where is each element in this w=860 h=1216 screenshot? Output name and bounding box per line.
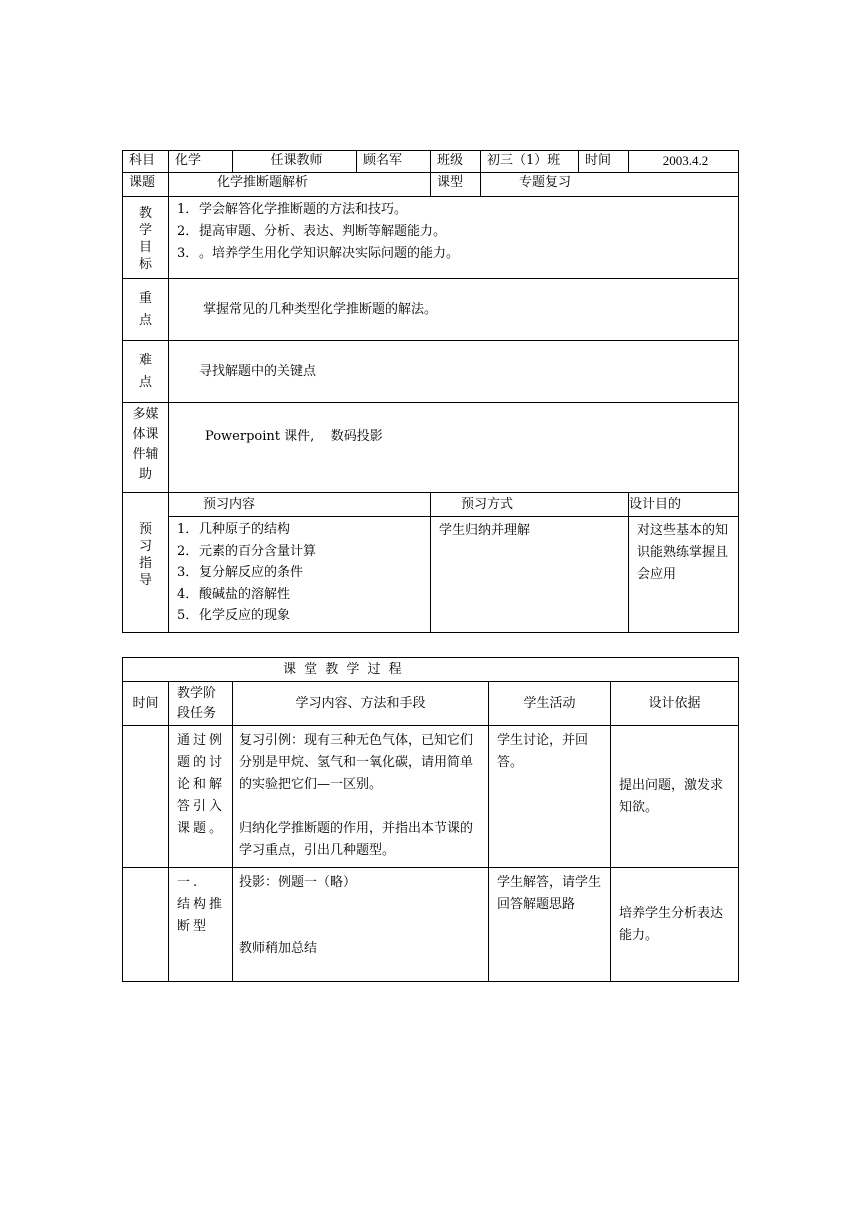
header-activity: 学生活动	[489, 682, 611, 726]
preview-purpose-header: 设计目的	[629, 493, 739, 517]
preview-method-header: 预习方式	[431, 493, 629, 517]
row-content	[233, 868, 489, 982]
subject-value: 化学	[169, 151, 233, 173]
teacher-value: 顾名军	[357, 151, 431, 173]
topic-value: 化学推断题解析	[169, 173, 431, 197]
type-label: 课型	[431, 173, 481, 197]
row-stage	[169, 868, 233, 982]
row-content-para: 教师稍加总结	[239, 941, 318, 956]
teaching-process-table	[122, 657, 739, 982]
type-value: 专题复习	[481, 173, 739, 197]
row-basis: 提出问题，激发求知欲。	[611, 726, 739, 868]
preview-item: 1．几种原子的结构	[177, 522, 291, 537]
media-text: Powerpoint 课件, 数码投影	[169, 403, 739, 493]
header-content: 学习内容、方法和手段	[233, 682, 489, 726]
stage-text: 结构推断型	[177, 897, 226, 934]
row-stage: 通过例题的讨论和解答引入课题。	[169, 726, 233, 868]
header-time: 时间	[123, 682, 169, 726]
process-title: 课 堂 教 学 过 程	[123, 658, 739, 682]
key-point-text: 掌握常见的几种类型化学推断题的解法。	[169, 279, 739, 341]
difficulty-text: 寻找解题中的关键点	[169, 341, 739, 403]
preview-content-header: 预习内容	[169, 493, 431, 517]
stage-number: 一.	[177, 875, 201, 890]
preview-item: 2．元素的百分含量计算	[177, 543, 317, 559]
row-activity: 学生解答，请学生回答解题思路	[489, 868, 611, 982]
process-row	[123, 868, 739, 982]
difficulty-label: 难 点	[123, 341, 169, 403]
goal-item: 2．提高审题、分析、表达、判断等解题能力。	[177, 224, 447, 239]
class-value: 初三（1）班	[481, 151, 579, 173]
preview-item: 4．酸碱盐的溶解性	[177, 586, 291, 602]
goal-item: 1．学会解答化学推断题的方法和技巧。	[177, 202, 408, 217]
subject-label: 科目	[123, 151, 169, 173]
topic-label: 课题	[123, 173, 169, 197]
preview-label: 预 习 指 导	[123, 493, 169, 633]
row-activity: 学生讨论，并回答。	[489, 726, 611, 868]
goals-list	[169, 197, 739, 279]
time-label: 时间	[579, 151, 629, 173]
preview-purpose: 对这些基本的知识能熟练掌握且会应用	[629, 517, 739, 633]
goals-label: 教 学 目 标	[123, 197, 169, 279]
header-stage: 教学阶段任务	[169, 682, 233, 726]
row-content-para: 复习引例：现有三种无色气体，已知它们分别是甲烷、氢气和一氧化碳，请用简单的实验把它们—一区别。	[239, 733, 474, 792]
class-label: 班级	[431, 151, 481, 173]
row-content-para: 归纳化学推断题的作用，并指出本节课的学习重点，引出几种题型。	[239, 821, 474, 858]
row-basis: 培养学生分析表达能力。	[611, 868, 739, 982]
row-content	[233, 726, 489, 868]
media-label: 多媒 体课 件辅 助	[123, 403, 169, 493]
row-time	[123, 868, 169, 982]
goal-item: 3．。培养学生用化学知识解决实际问题的能力。	[177, 246, 460, 261]
preview-method: 学生归纳并理解	[431, 517, 629, 633]
teacher-label: 任课教师	[233, 151, 357, 173]
row-time	[123, 726, 169, 868]
row-content-para: 投影：例题一（略）	[239, 875, 357, 890]
process-row	[123, 726, 739, 868]
key-point-label: 重 点	[123, 279, 169, 341]
header-basis: 设计依据	[611, 682, 739, 726]
preview-content-list	[169, 517, 431, 633]
preview-item: 3．复分解反应的条件	[177, 565, 304, 580]
date-value: 2003.4.2	[629, 151, 739, 173]
lesson-info-table	[122, 150, 739, 633]
preview-item: 5．化学反应的现象	[177, 608, 291, 623]
